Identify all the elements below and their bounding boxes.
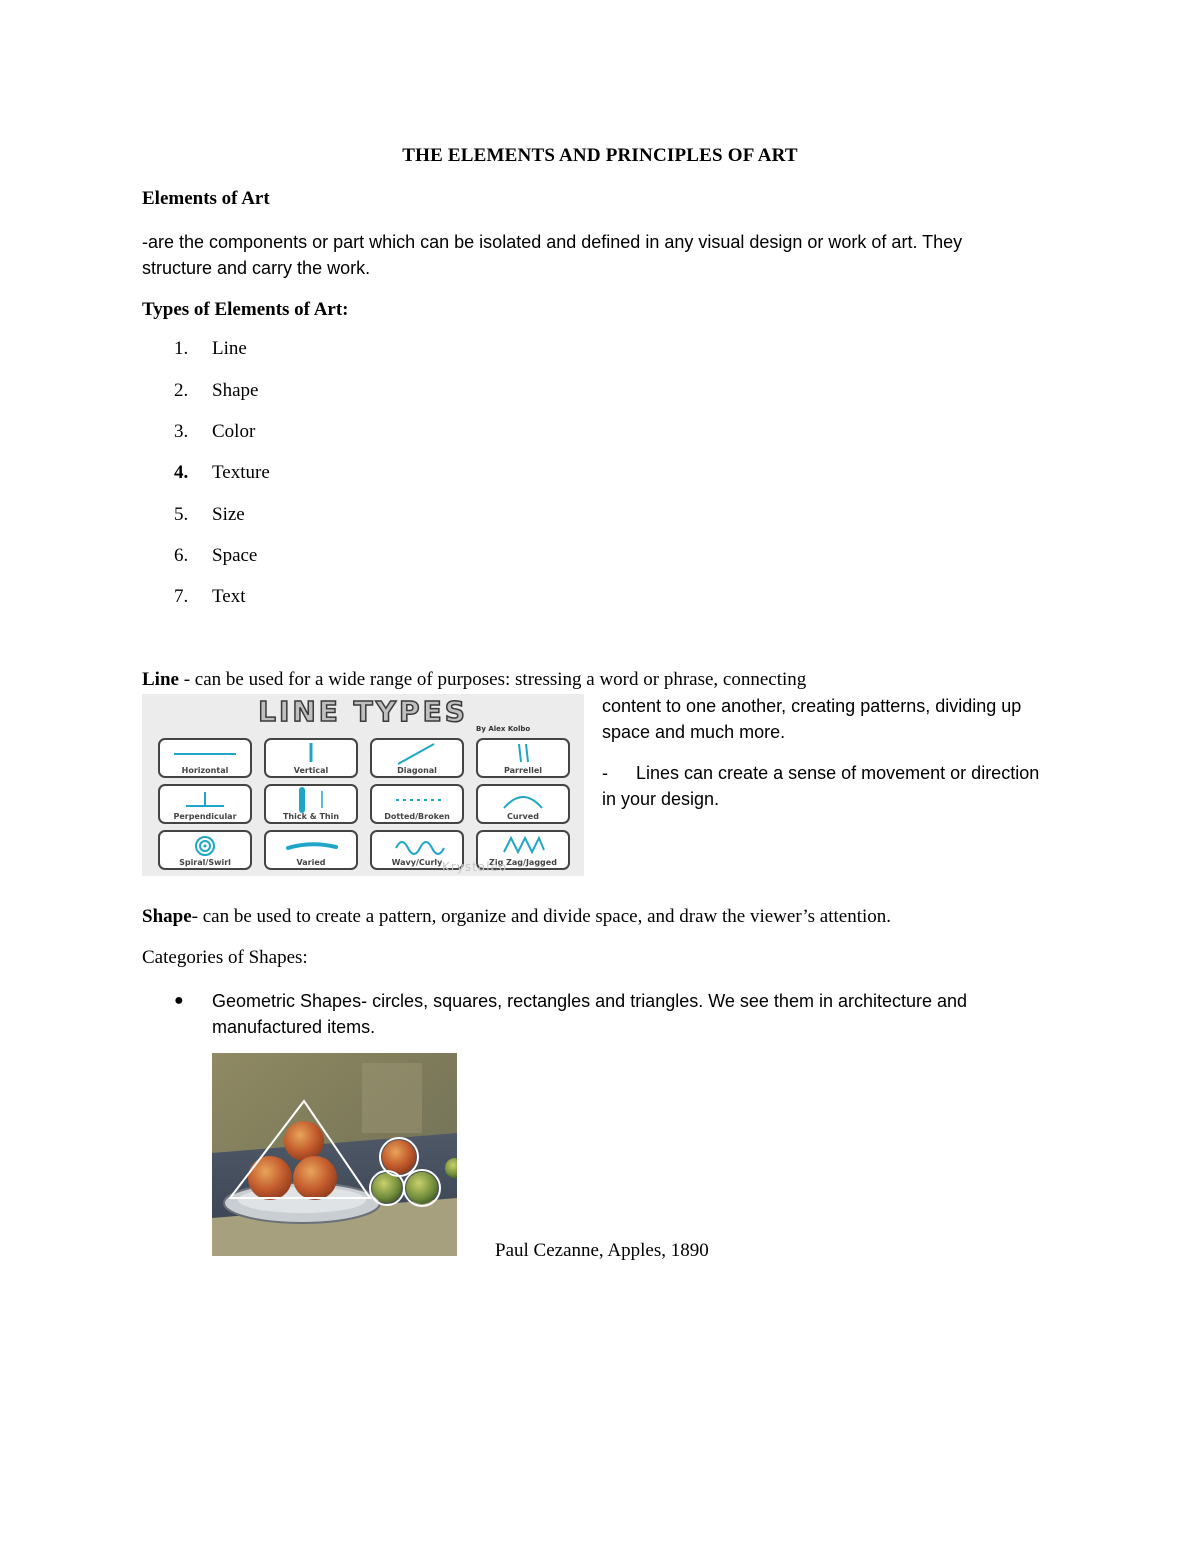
dash-bullet: - bbox=[602, 763, 608, 783]
line-types-watermark: Krystaleo bbox=[442, 860, 508, 874]
line-term: Line bbox=[142, 669, 179, 690]
tile-caption: Diagonal bbox=[397, 766, 437, 775]
tile-caption: Spiral/Swirl bbox=[179, 858, 231, 867]
list-label: Line bbox=[212, 338, 247, 359]
tile-spiral bbox=[158, 830, 252, 870]
elements-definition-line-1: -are the components or part which can be isolated and defined in any visual design or work of art. They bbox=[142, 232, 963, 252]
tile-thick-thin bbox=[264, 784, 358, 824]
tile-caption: Wavy/Curly bbox=[391, 858, 443, 867]
tile-perpendicular bbox=[158, 784, 252, 824]
list-item bbox=[174, 380, 258, 402]
list-item bbox=[174, 338, 247, 360]
cezanne-apples-painting bbox=[212, 1053, 457, 1256]
tile-caption: Thick & Thin bbox=[282, 812, 340, 821]
list-label: Shape bbox=[212, 380, 259, 401]
list-label: Texture bbox=[212, 462, 270, 483]
tile-parallel bbox=[476, 738, 570, 778]
tile-caption: Perpendicular bbox=[173, 812, 237, 821]
shape-desc: - can be used to create a pattern, organize and divide space, and draw the viewer’s attention. bbox=[191, 906, 892, 927]
list-item bbox=[174, 586, 246, 608]
list-label: Space bbox=[212, 545, 258, 566]
line-bullet bbox=[602, 760, 1072, 786]
tile-varied bbox=[264, 830, 358, 870]
list-item bbox=[174, 421, 255, 443]
list-number: 1. bbox=[174, 338, 189, 359]
tile-caption: Vertical bbox=[293, 766, 329, 775]
tile-caption: Curved bbox=[507, 812, 539, 821]
categories-heading: Categories of Shapes: bbox=[142, 947, 308, 968]
list-item bbox=[174, 545, 257, 567]
tile-horizontal bbox=[158, 738, 252, 778]
tile-caption: Zig Zag/Jagged bbox=[489, 858, 557, 867]
tile-curved bbox=[476, 784, 570, 824]
tile-diagonal bbox=[370, 738, 464, 778]
elements-definition bbox=[142, 229, 1072, 281]
tile-caption: Varied bbox=[296, 858, 326, 867]
elements-definition-line-2: structure and carry the work. bbox=[142, 258, 371, 278]
elements-heading: Elements of Art bbox=[142, 188, 270, 209]
line-desc-2: content to one another, creating patterns, dividing up bbox=[602, 696, 1022, 716]
list-number: 3. bbox=[174, 421, 189, 442]
list-number: 6. bbox=[174, 545, 189, 566]
geo-bullet-line-2: manufactured items. bbox=[212, 1017, 376, 1037]
line-types-byline: By Alex Kolbo bbox=[476, 725, 531, 733]
bullet-icon: ● bbox=[174, 992, 184, 1009]
list-number: 2. bbox=[174, 380, 189, 401]
tile-caption: Horizontal bbox=[181, 766, 229, 775]
page-title: THE ELEMENTS AND PRINCIPLES OF ART bbox=[402, 145, 798, 166]
line-desc-3: space and much more. bbox=[602, 722, 786, 742]
list-label: Size bbox=[212, 504, 245, 525]
tile-dotted bbox=[370, 784, 464, 824]
shape-description bbox=[142, 904, 1072, 930]
line-types-title: LINE TYPES bbox=[258, 695, 468, 728]
tile-caption: Parrellel bbox=[503, 766, 542, 775]
list-number: 5. bbox=[174, 504, 189, 525]
list-label: Color bbox=[212, 421, 256, 442]
line-description-cont bbox=[602, 693, 1072, 812]
list-number: 7. bbox=[174, 586, 189, 607]
tile-vertical bbox=[264, 738, 358, 778]
types-heading: Types of Elements of Art: bbox=[142, 299, 349, 320]
list-label: Text bbox=[212, 586, 246, 607]
list-item bbox=[174, 462, 270, 484]
tile-caption: Dotted/Broken bbox=[384, 812, 450, 821]
line-bullet-text-2: in your design. bbox=[602, 789, 720, 809]
painting-caption: Paul Cezanne, Apples, 1890 bbox=[495, 1240, 709, 1261]
line-description bbox=[142, 667, 1072, 693]
geo-bullet-line-1: Geometric Shapes- circles, squares, rectangles and triangles. We see them in architecture and bbox=[212, 991, 968, 1011]
geometric-shapes-bullet bbox=[174, 988, 1074, 1040]
line-bullet-text-1: Lines can create a sense of movement or direction bbox=[636, 763, 1040, 783]
line-desc-1: - can be used for a wide range of purposes: stressing a word or phrase, connecting bbox=[178, 669, 807, 690]
line-types-image bbox=[142, 694, 584, 876]
list-number: 4. bbox=[174, 462, 189, 483]
shape-term: Shape bbox=[142, 906, 192, 927]
painting-graphic bbox=[212, 1053, 457, 1256]
list-item bbox=[174, 504, 245, 526]
